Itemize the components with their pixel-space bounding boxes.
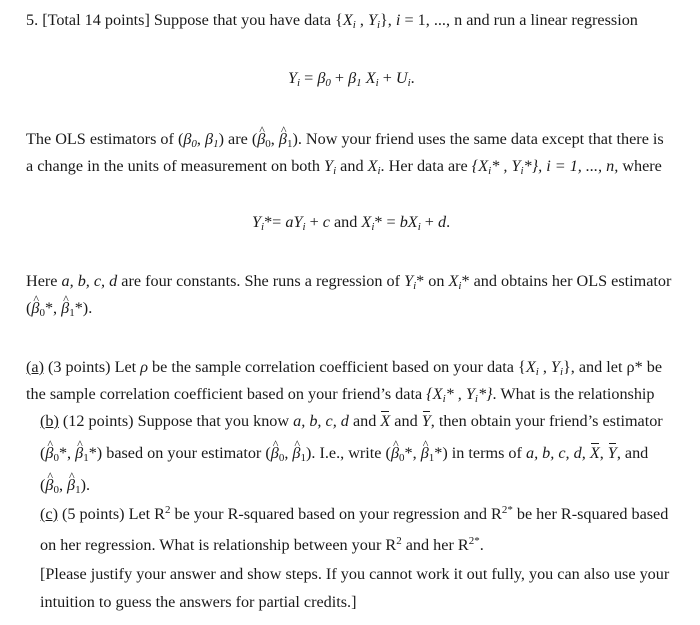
note-line-1: [Please justify your answer and show steps. If you cannot work it out fully, you can also use your xyxy=(40,565,670,583)
constants-paragraph-line-1: Here a, b, c, d are four constants. She runs a regression of $Y_i*$ on $X_i*$ and obtains her OLS estimator xyxy=(26,272,672,292)
regression-equation: $Y_i = \beta_0 + \beta_1$ $X_i + U_i$. xyxy=(288,69,415,89)
part-a-line-1: (a) (3 points) Let ρ be the sample correlation coefficient based on your data {$X_i$ , $Y_i$}, and let ρ* be xyxy=(26,358,663,378)
part-a-line-2: the sample correlation coefficient based on your friend’s data {$X_i*$ , $Y_i*$}. What is the relationship xyxy=(26,385,655,405)
ols-paragraph-line-2: a change in the units of measurement on both $Y_i$ and $X_i$. Her data are {$X_i*$ , $Y_i*$}, i = 1, ..., n, where xyxy=(26,157,662,177)
part-c-line-2: on her regression. What is relationship between your $R^2$ and her $R^{2*}$. xyxy=(40,535,484,554)
constants-paragraph-line-2: (^ $\beta_0*$, ^ $\beta_1*$). xyxy=(26,297,92,319)
ols-paragraph-line-1: The OLS estimators of ($\beta_0$, $\beta_1$) are (^ $\beta_0$, ^ $\beta_1$). Now your friend uses the same data except that there is xyxy=(26,128,664,150)
transformation-equation: $Y_i*= aY_i + c$ and $X_i* = bX_i + d$. xyxy=(252,213,451,233)
part-b-line-1: (b) (12 points) Suppose that you know a, b, c, d and X and Y, then obtain your friend’s estimator xyxy=(40,412,663,430)
part-c-line-1: (c) (5 points) Let $R^2$ be your R-squared based on your regression and $R^{2*}$ be her R-squared based xyxy=(40,504,669,523)
question-points: [Total 14 points] xyxy=(42,11,150,29)
part-b-line-2: (^ $\beta_0*$, ^ $\beta_1*$) based on your estimator (^ $\beta_0$, ^ $\beta_1$). I.e., write (^ $\beta_0*$, ^ $\beta_1*$) in terms of a, b, c, d, X, Y, and xyxy=(40,442,648,464)
part-b-label: (b) xyxy=(40,412,59,430)
question-header: 5. [Total 14 points] Suppose that you have data {$X_i$ , $Y_i$}, i = 1, ..., n and run a linear regression xyxy=(26,11,638,31)
question-number: 5. xyxy=(26,11,39,29)
part-a-label: (a) xyxy=(26,358,44,376)
note-line-2: intuition to guess the answers for partial credits.] xyxy=(40,593,357,611)
part-b-line-3: (^ $\beta_0$, ^ $\beta_1$). xyxy=(40,474,90,496)
part-c-label: (c) xyxy=(40,505,58,523)
